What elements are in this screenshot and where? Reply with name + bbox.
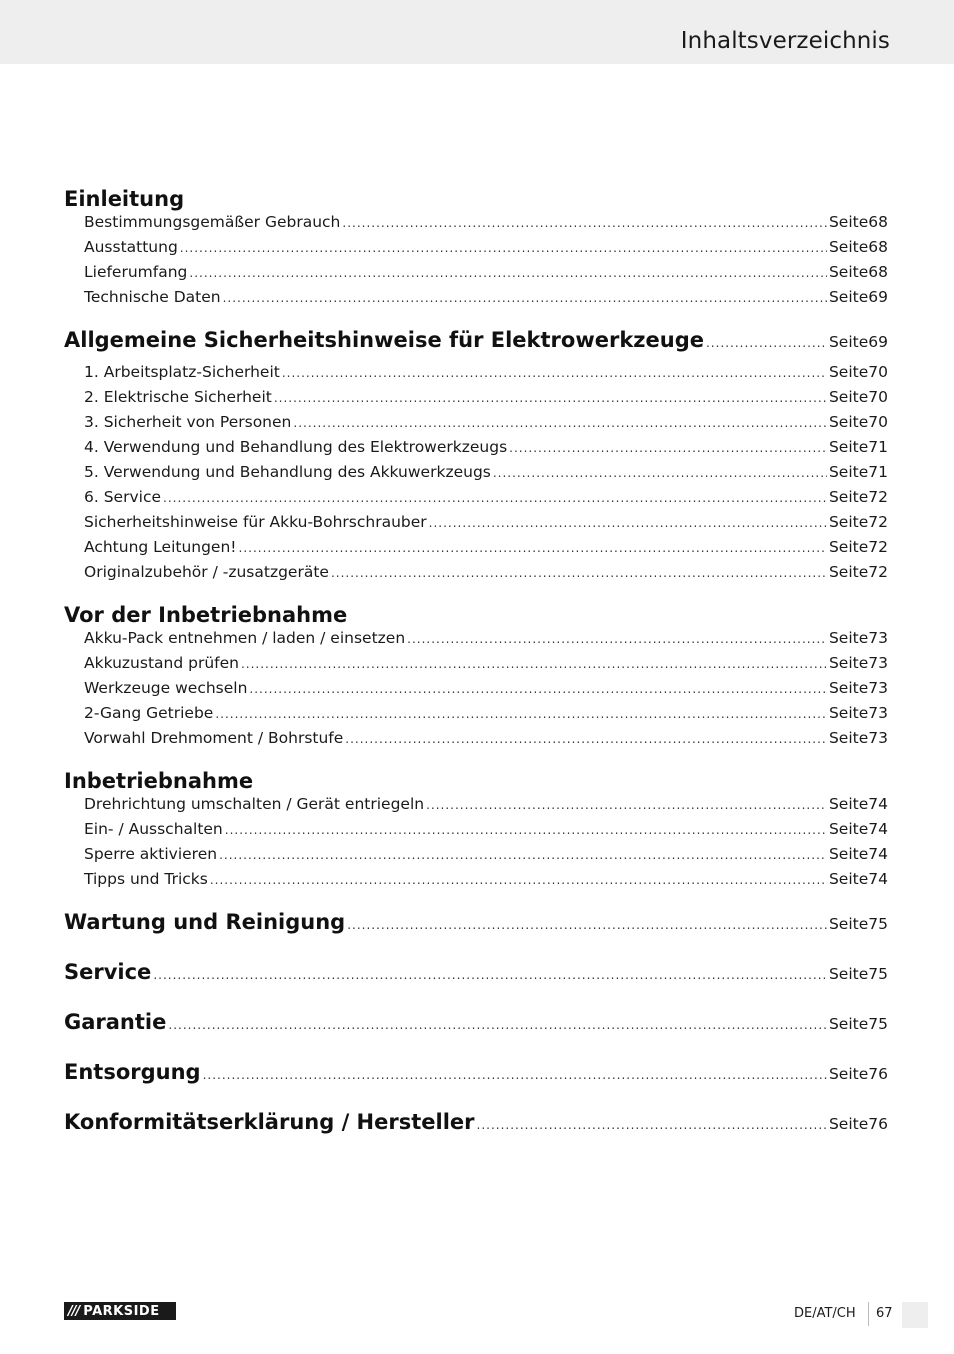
toc-heading [64, 1060, 888, 1095]
seite-label: Seite [828, 413, 869, 431]
footer-page-number: 67 [876, 1306, 893, 1321]
toc-entry [64, 704, 888, 729]
toc-entry-label: 5. Verwendung und Behandlung des Akkuwerkzeugs [84, 463, 491, 481]
toc-heading-title: Garantie [64, 1010, 167, 1034]
toc-page-number: 72 [868, 513, 888, 531]
toc-page-number: 76 [868, 1065, 888, 1083]
seite-label: Seite [828, 915, 869, 933]
toc-entry-label: 6. Service [84, 488, 162, 506]
toc-heading [64, 769, 888, 795]
toc-entry-label: Akkuzustand prüfen [84, 654, 239, 672]
toc-entry-label: 1. Arbeitsplatz-Sicherheit [84, 363, 280, 381]
toc-heading-title: Einleitung [64, 187, 185, 211]
dot-leader [239, 541, 827, 555]
toc-page-number: 70 [868, 363, 888, 381]
toc-page-number: 74 [868, 845, 888, 863]
toc-page-number: 71 [868, 438, 888, 456]
seite-label: Seite [828, 363, 869, 381]
toc-page-number: 68 [868, 213, 888, 231]
dot-leader [163, 491, 827, 505]
toc-heading-title: Wartung und Reinigung [64, 910, 346, 934]
toc-entry [64, 513, 888, 538]
footer-tab-box [902, 1302, 928, 1328]
toc-entry-label: 3. Sicherheit von Personen [84, 413, 292, 431]
seite-label: Seite [828, 704, 869, 722]
logo-text: PARKSIDE [83, 1303, 160, 1319]
dot-leader [282, 366, 827, 380]
dot-leader [342, 216, 827, 230]
toc-heading [64, 910, 888, 945]
toc-entry [64, 795, 888, 820]
dot-leader [203, 1068, 827, 1082]
dot-leader [477, 1118, 827, 1132]
seite-label: Seite [828, 238, 869, 256]
toc-entry-label: Lieferumfang [84, 263, 188, 281]
toc-heading [64, 1010, 888, 1045]
toc-page-number: 75 [868, 1015, 888, 1033]
toc-heading-title: Allgemeine Sicherheitshinweise für Elektrowerkzeuge [64, 328, 704, 352]
toc-entry-label: Akku-Pack entnehmen / laden / einsetzen [84, 629, 406, 647]
toc-entry-label: Originalzubehör / -zusatzgeräte [84, 563, 329, 581]
seite-label: Seite [828, 463, 869, 481]
seite-label: Seite [828, 870, 869, 888]
toc-entry [64, 845, 888, 870]
toc-heading [64, 960, 888, 995]
toc-page-number: 69 [868, 288, 888, 306]
seite-label: Seite [828, 1065, 869, 1083]
toc-entry [64, 538, 888, 563]
toc-page-number: 73 [868, 704, 888, 722]
toc-entry [64, 413, 888, 438]
toc-heading-title: Vor der Inbetriebnahme [64, 603, 348, 627]
toc-page-number: 73 [868, 729, 888, 747]
dot-leader [407, 632, 827, 646]
toc-entry-label: Technische Daten [84, 288, 221, 306]
toc-entry-label: 2-Gang Getriebe [84, 704, 214, 722]
seite-label: Seite [828, 513, 869, 531]
seite-label: Seite [828, 438, 869, 456]
toc-entry [64, 870, 888, 895]
seite-label: Seite [828, 965, 869, 983]
toc-page-number: 74 [868, 795, 888, 813]
toc-heading-title: Service [64, 960, 152, 984]
dot-leader [493, 466, 827, 480]
seite-label: Seite [828, 538, 869, 556]
dot-leader [347, 918, 827, 932]
toc-entry-label: 4. Verwendung und Behandlung des Elektrowerkzeugs [84, 438, 508, 456]
dot-leader [180, 241, 827, 255]
toc-entry-label: Sicherheitshinweise für Akku-Bohrschrauber [84, 513, 427, 531]
toc-heading [64, 603, 888, 629]
toc-page-number: 68 [868, 263, 888, 281]
header-bar [0, 0, 954, 64]
dot-leader [241, 657, 827, 671]
seite-label: Seite [828, 333, 869, 351]
toc-entry-label: Vorwahl Drehmoment / Bohrstufe [84, 729, 344, 747]
toc-entry [64, 563, 888, 588]
toc-heading-title: Entsorgung [64, 1060, 201, 1084]
toc-page-number: 73 [868, 679, 888, 697]
toc-page-number: 73 [868, 629, 888, 647]
seite-label: Seite [828, 213, 869, 231]
dot-leader [706, 336, 827, 350]
toc-entry [64, 263, 888, 288]
toc-page-number: 74 [868, 820, 888, 838]
toc-entry [64, 629, 888, 654]
toc-heading-title: Konformitätserklärung / Hersteller [64, 1110, 475, 1134]
toc-entry-label: Sperre aktivieren [84, 845, 218, 863]
toc-entry [64, 288, 888, 313]
footer-region: DE/AT/CH [794, 1306, 856, 1321]
seite-label: Seite [828, 654, 869, 672]
seite-label: Seite [828, 488, 869, 506]
dot-leader [223, 291, 827, 305]
parkside-logo [64, 1302, 176, 1320]
seite-label: Seite [828, 1115, 869, 1133]
seite-label: Seite [828, 679, 869, 697]
toc-entry-label: Drehrichtung umschalten / Gerät entriegeln [84, 795, 425, 813]
dot-leader [168, 1018, 827, 1032]
seite-label: Seite [828, 629, 869, 647]
dot-leader [215, 707, 827, 721]
dot-leader [210, 873, 827, 887]
dot-leader [345, 732, 827, 746]
toc-page-number: 73 [868, 654, 888, 672]
toc-page-number: 70 [868, 413, 888, 431]
toc-entry-label: 2. Elektrische Sicherheit [84, 388, 272, 406]
dot-leader [225, 823, 827, 837]
dot-leader [331, 566, 827, 580]
seite-label: Seite [828, 795, 869, 813]
toc-page-number: 72 [868, 538, 888, 556]
toc-page-number: 75 [868, 915, 888, 933]
dot-leader [429, 516, 827, 530]
dot-leader [293, 416, 827, 430]
toc-page-number: 72 [868, 563, 888, 581]
toc-page-number: 71 [868, 463, 888, 481]
toc-heading [64, 1110, 888, 1145]
footer-divider [868, 1302, 869, 1326]
toc-heading [64, 328, 888, 363]
toc-entry [64, 654, 888, 679]
toc-entry-label: Ein- / Ausschalten [84, 820, 223, 838]
logo-slashes: /// [68, 1303, 80, 1319]
toc-entry [64, 488, 888, 513]
toc-entry [64, 438, 888, 463]
toc-entry [64, 729, 888, 754]
toc-page-number: 69 [868, 333, 888, 351]
toc-entry-label: Bestimmungsgemäßer Gebrauch [84, 213, 341, 231]
toc-page-number: 74 [868, 870, 888, 888]
toc-entry [64, 363, 888, 388]
dot-leader [274, 391, 827, 405]
toc-heading-title: Inbetriebnahme [64, 769, 254, 793]
dot-leader [219, 848, 827, 862]
seite-label: Seite [828, 288, 869, 306]
seite-label: Seite [828, 845, 869, 863]
toc-page-number: 76 [868, 1115, 888, 1133]
toc-heading [64, 187, 888, 213]
toc-entry-label: Tipps und Tricks [84, 870, 208, 888]
toc-entry [64, 238, 888, 263]
seite-label: Seite [828, 1015, 869, 1033]
seite-label: Seite [828, 563, 869, 581]
toc-entry [64, 820, 888, 845]
toc-page-number: 72 [868, 488, 888, 506]
toc-page-number: 70 [868, 388, 888, 406]
dot-leader [153, 968, 827, 982]
toc-entry [64, 463, 888, 488]
dot-leader [509, 441, 827, 455]
page-title: Inhaltsverzeichnis [680, 28, 890, 54]
seite-label: Seite [828, 729, 869, 747]
toc-entry-label: Achtung Leitungen! [84, 538, 237, 556]
toc-entry [64, 388, 888, 413]
toc-entry [64, 213, 888, 238]
dot-leader [189, 266, 827, 280]
dot-leader [249, 682, 827, 696]
toc-entry [64, 679, 888, 704]
toc-page-number: 68 [868, 238, 888, 256]
toc-page-number: 75 [868, 965, 888, 983]
toc-entry-label: Werkzeuge wechseln [84, 679, 248, 697]
seite-label: Seite [828, 820, 869, 838]
toc-entry-label: Ausstattung [84, 238, 178, 256]
seite-label: Seite [828, 263, 869, 281]
seite-label: Seite [828, 388, 869, 406]
dot-leader [426, 798, 827, 812]
table-of-contents [64, 187, 888, 1145]
